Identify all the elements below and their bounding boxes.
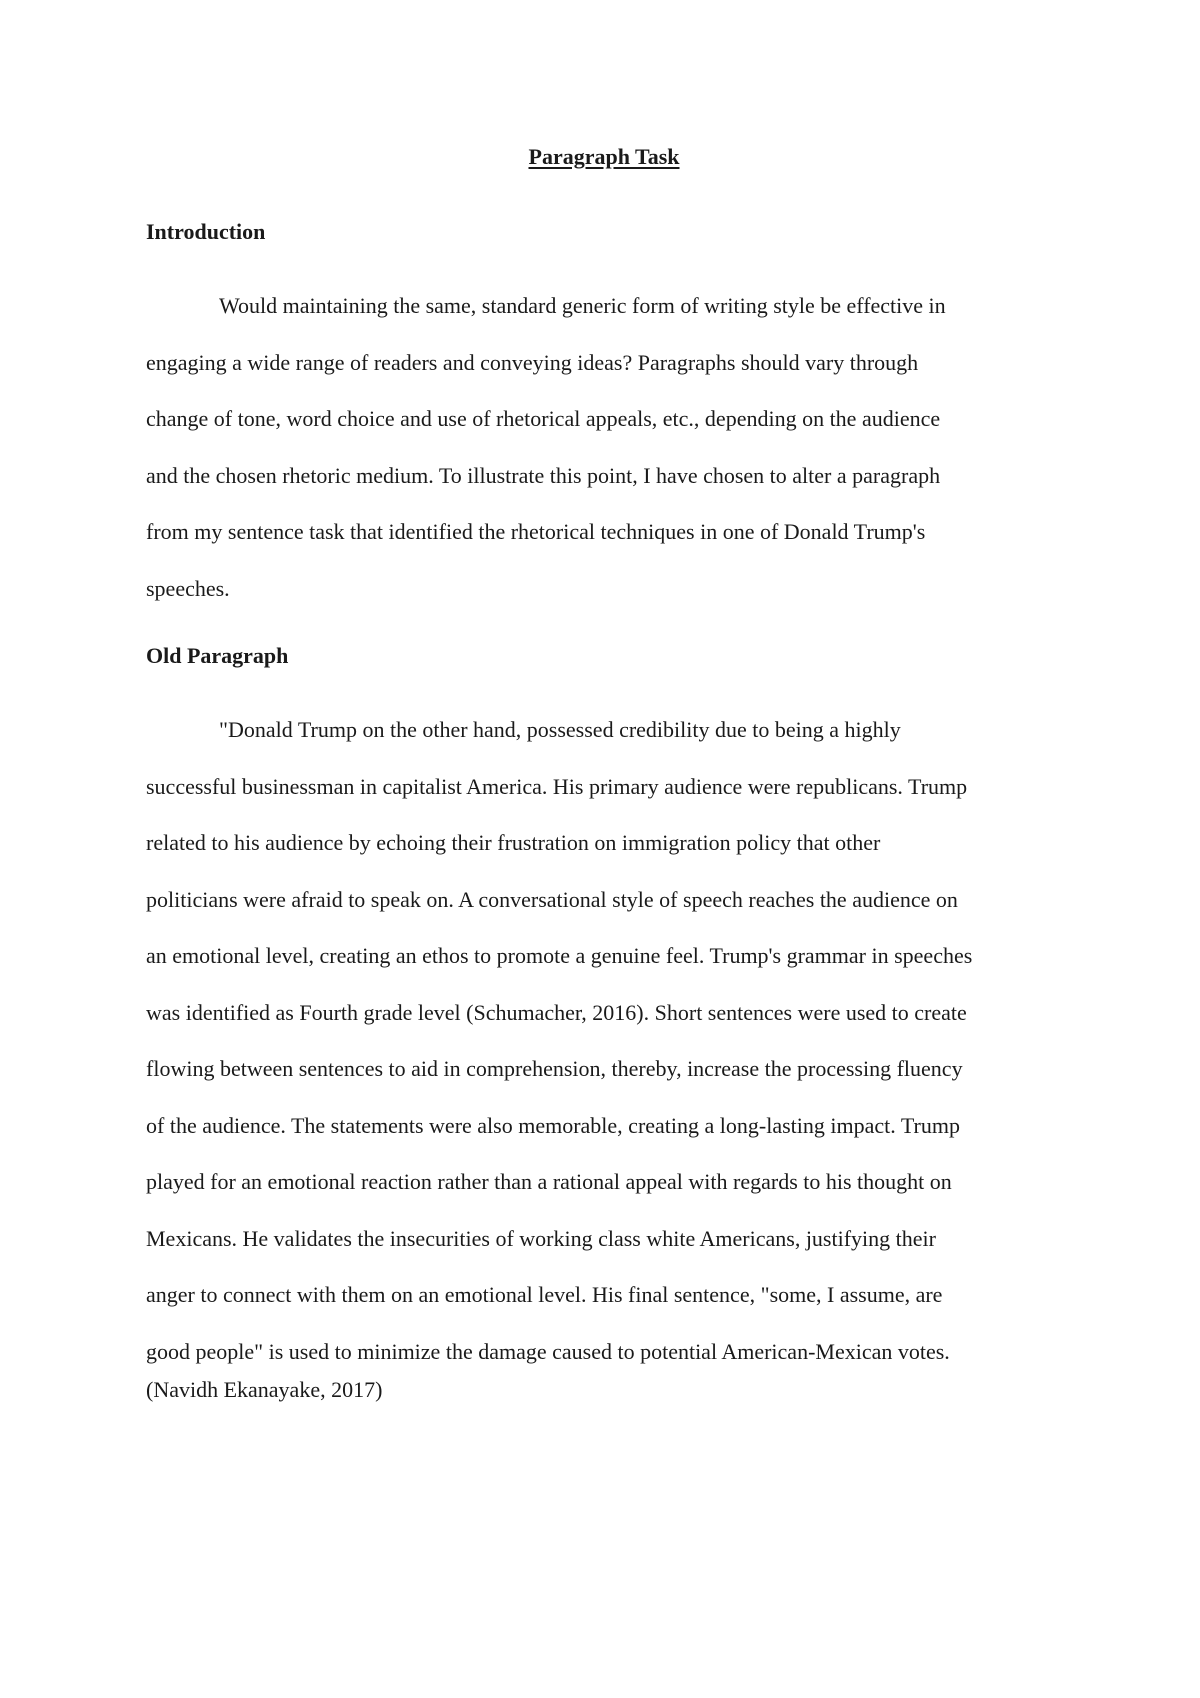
paragraph-line: Would maintaining the same, standard generic form of writing style be effective in [219, 293, 946, 318]
paragraph-line: and the chosen rhetoric medium. To illustrate this point, I have chosen to alter a paragraph [146, 462, 941, 488]
paragraph-line: "Donald Trump on the other hand, possessed credibility due to being a highly [219, 717, 901, 742]
paragraph-line: an emotional level, creating an ethos to promote a genuine feel. Trump's grammar in speeches [146, 943, 973, 968]
section-heading-introduction: Introduction [146, 219, 266, 244]
paragraph-line: good people" is used to minimize the damage caused to potential American-Mexican votes. [146, 1338, 950, 1364]
paragraph-line: was identified as Fourth grade level (Schumacher, 2016). Short sentences were used to create [146, 999, 967, 1025]
paragraph-line: related to his audience by echoing their frustration on immigration policy that other [146, 830, 881, 855]
paragraph-line: Mexicans. He validates the insecurities of working class white Americans, justifying their [146, 1225, 936, 1251]
paragraph-line: (Navidh Ekanayake, 2017) [146, 1377, 383, 1402]
paragraph-line: played for an emotional reaction rather than a rational appeal with regards to his thought on [146, 1169, 952, 1194]
paragraph-line: politicians were afraid to speak on. A conversational style of speech reaches the audience on [146, 886, 958, 912]
old-paragraph [146, 702, 1062, 1408]
document-page [146, 0, 1062, 1698]
paragraph-line: from my sentence task that identified the rhetorical techniques in one of Donald Trump's [146, 519, 926, 544]
paragraph-line: successful businessman in capitalist America. His primary audience were republicans. Trump [146, 773, 968, 799]
paragraph-line: engaging a wide range of readers and conveying ideas? Paragraphs should vary through [146, 349, 919, 375]
paragraph-line: change of tone, word choice and use of rhetorical appeals, etc., depending on the audience [146, 406, 941, 431]
section-heading-old-paragraph: Old Paragraph [146, 643, 289, 668]
paragraph-line: speeches. [146, 575, 230, 601]
paragraph-line: of the audience. The statements were also memorable, creating a long-lasting impact. Trump [146, 1112, 960, 1138]
document-title: Paragraph Task [528, 144, 680, 169]
paragraph-line: flowing between sentences to aid in comprehension, thereby, increase the processing fluency [146, 1056, 963, 1081]
paragraph-line: anger to connect with them on an emotional level. His final sentence, "some, I assume, are [146, 1282, 943, 1307]
introduction-paragraph [146, 278, 1062, 617]
